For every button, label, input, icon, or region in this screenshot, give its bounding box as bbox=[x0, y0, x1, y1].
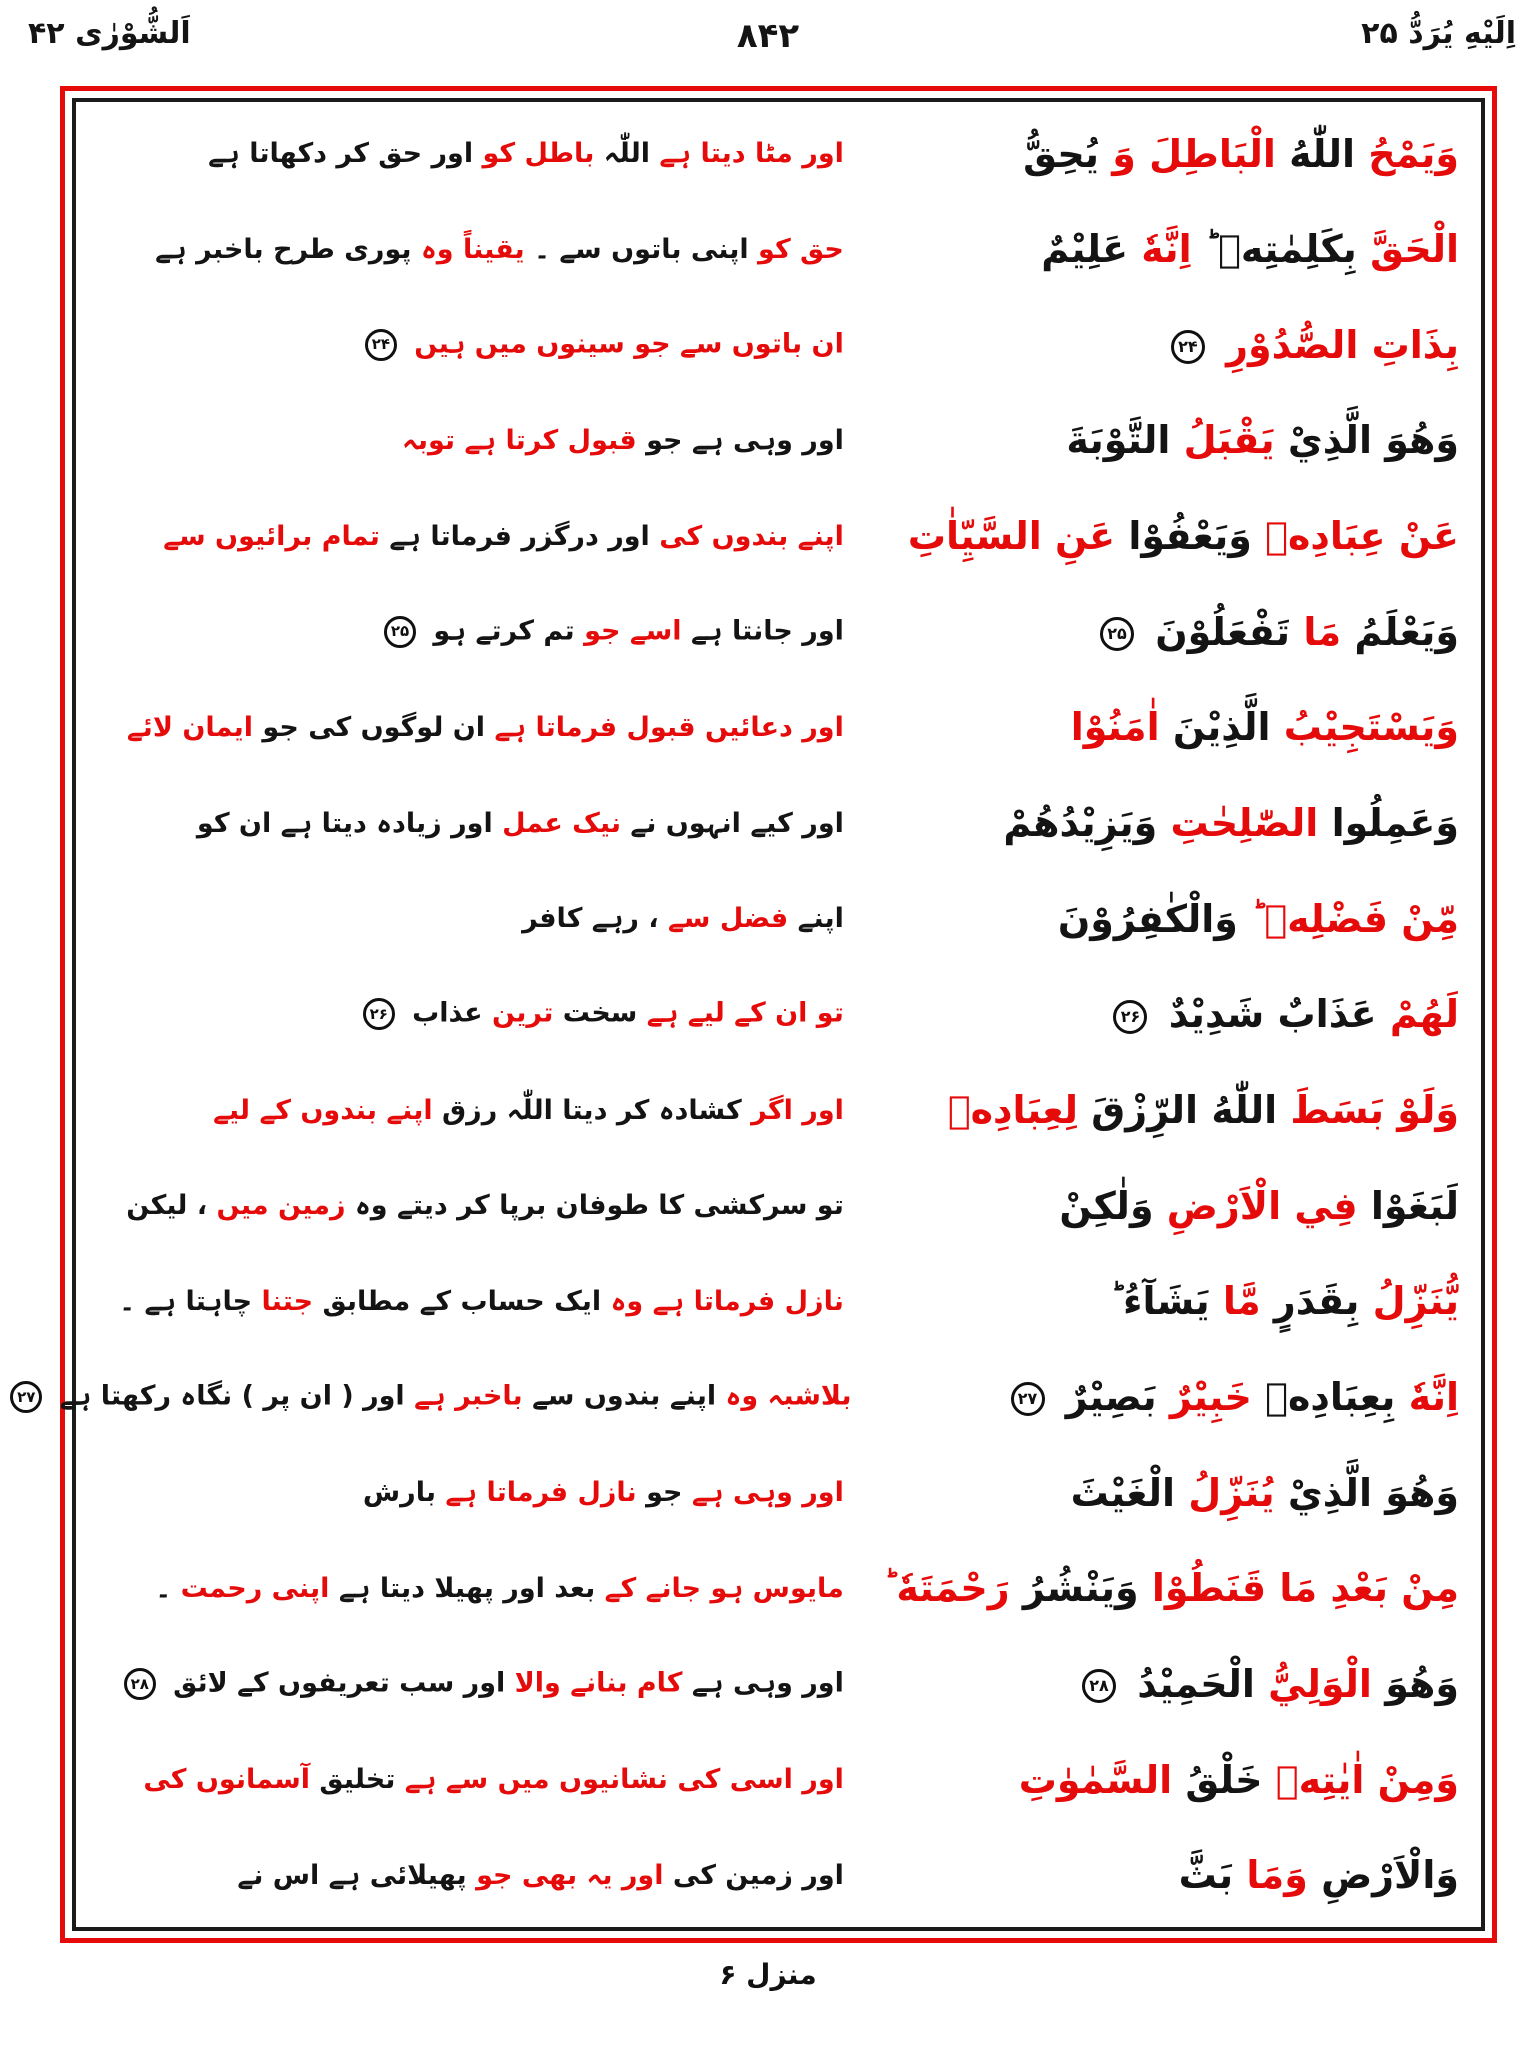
verse-grid bbox=[17, 106, 1467, 1923]
text-segment: وَهُوَ الَّذِيْ bbox=[1287, 418, 1459, 463]
text-segment: اور درگزر فرماتا ہے bbox=[389, 520, 650, 552]
text-segment: نیک عمل bbox=[502, 807, 621, 839]
text-segment: بَصِيْرٌ bbox=[1065, 1374, 1157, 1419]
text-segment: عَذَابٌ شَدِيْدٌ bbox=[1168, 992, 1377, 1037]
text-segment: اللّٰهُ bbox=[1211, 1088, 1278, 1133]
ayah-marker: ۲۶ bbox=[1113, 1000, 1147, 1034]
text-segment: فِي الْاَرْضِ bbox=[1166, 1183, 1358, 1228]
text-segment: کشادہ کر دیتا اللّٰہ رزق bbox=[442, 1094, 742, 1126]
header-surah-name: اَلشُّوْرٰى ۴۲ bbox=[28, 16, 191, 51]
ayah-marker: ۲۴ bbox=[1171, 330, 1205, 364]
text-segment: الرِّزْقَ bbox=[1091, 1088, 1199, 1133]
text-segment: بِكَلِمٰتِهٖ ؕ bbox=[1204, 227, 1357, 272]
text-segment: حق کو bbox=[758, 233, 844, 265]
arabic-line bbox=[844, 1757, 1467, 1802]
ayah-marker: ۲۵ bbox=[384, 616, 416, 648]
text-segment: اور جانتا ہے bbox=[690, 615, 844, 647]
verse-row bbox=[86, 1158, 1467, 1253]
text-segment: وَلٰكِنْ bbox=[1059, 1183, 1154, 1228]
text-segment: رَحْمَتَهٗ ؕ bbox=[883, 1566, 1010, 1611]
text-segment: اپنے بندوں کے لیے bbox=[213, 1094, 433, 1126]
ayah-marker: ۲۸ bbox=[1082, 1669, 1116, 1703]
arabic-line bbox=[844, 514, 1467, 559]
text-segment: وَمِنْ اٰيٰتِهٖ bbox=[1275, 1757, 1459, 1802]
verse-row bbox=[86, 106, 1467, 201]
text-segment: تخلیق bbox=[319, 1764, 396, 1796]
arabic-line bbox=[844, 1566, 1467, 1611]
text-segment: الْغَيْثَ bbox=[1070, 1470, 1176, 1515]
text-segment: بَثَّ bbox=[1178, 1853, 1234, 1898]
text-segment: اپنے bbox=[797, 903, 844, 935]
urdu-translation-line bbox=[86, 1764, 844, 1796]
text-segment: جتنا bbox=[261, 1285, 314, 1317]
text-segment: الْحَقَّ bbox=[1370, 227, 1459, 272]
arabic-line bbox=[844, 1183, 1467, 1228]
text-segment: بِقَدَرٍ bbox=[1273, 1279, 1360, 1324]
text-segment: ان لوگوں کی جو bbox=[262, 711, 486, 743]
text-segment: الْحَمِيْدُ bbox=[1137, 1661, 1255, 1706]
text-segment: ۔ bbox=[155, 1572, 172, 1604]
text-segment: اور زمین کی bbox=[672, 1859, 844, 1891]
text-segment: اور یہ بھی جو bbox=[476, 1859, 664, 1891]
arabic-line bbox=[844, 896, 1467, 941]
text-segment: بِذَاتِ الصُّدُوْرِ bbox=[1226, 322, 1459, 367]
verse-row bbox=[86, 297, 1467, 392]
verse-row bbox=[86, 1445, 1467, 1540]
ayah-marker: ۲۷ bbox=[1011, 1382, 1045, 1416]
text-segment: پوری طرح باخبر ہے bbox=[155, 233, 412, 265]
text-segment: جو bbox=[646, 1477, 683, 1509]
text-segment: ایمان لائے bbox=[126, 711, 253, 743]
text-segment: وَ bbox=[1112, 131, 1136, 176]
text-segment: اسے جو bbox=[584, 615, 682, 647]
arabic-line bbox=[844, 227, 1467, 272]
arabic-line bbox=[852, 1374, 1467, 1419]
text-segment: قبول کرتا ہے توبہ bbox=[402, 424, 637, 456]
text-segment: وَالْاَرْضِ bbox=[1321, 1853, 1459, 1898]
verse-row bbox=[86, 489, 1467, 584]
text-segment: خَلْقُ bbox=[1185, 1757, 1263, 1802]
text-segment: وَيَنْشُرُ bbox=[1022, 1566, 1139, 1611]
text-segment: اور ( ان پر ) نگاہ رکھتا ہے bbox=[59, 1380, 405, 1412]
urdu-translation-line bbox=[86, 424, 844, 456]
urdu-translation-line bbox=[86, 1285, 844, 1317]
verse-row bbox=[86, 680, 1467, 775]
text-segment: ، لیکن bbox=[126, 1190, 208, 1222]
text-segment: ان باتوں سے جو سینوں میں ہیں bbox=[414, 328, 844, 360]
arabic-line bbox=[844, 1088, 1467, 1133]
text-segment: السَّمٰوٰتِ bbox=[1018, 1757, 1173, 1802]
text-segment: عذاب bbox=[412, 997, 483, 1029]
text-segment: بِعِبَادِهٖ bbox=[1265, 1374, 1396, 1419]
ayah-marker: ۲۸ bbox=[124, 1668, 156, 1700]
text-segment: اِنَّهٗ bbox=[1141, 227, 1192, 272]
arabic-line bbox=[844, 992, 1467, 1037]
arabic-line bbox=[844, 705, 1467, 750]
urdu-translation-line bbox=[86, 711, 844, 743]
text-segment: اور مٹا دیتا ہے bbox=[659, 138, 844, 169]
text-segment: اپنے بندوں سے bbox=[532, 1380, 717, 1412]
text-segment: وَمَا bbox=[1246, 1853, 1308, 1898]
arabic-line bbox=[844, 131, 1467, 176]
text-segment: مَّا bbox=[1222, 1279, 1261, 1324]
urdu-translation-line bbox=[86, 807, 844, 839]
text-segment: باخبر ہے bbox=[414, 1380, 523, 1412]
text-segment: الَّذِيْنَ bbox=[1172, 705, 1271, 750]
urdu-translation-line bbox=[86, 903, 844, 935]
urdu-translation-line bbox=[86, 616, 844, 648]
text-segment: تو سرکشی کا طوفان برپا کر دیتے وہ bbox=[354, 1190, 844, 1222]
page-frame-red bbox=[17, 86, 1497, 1943]
text-segment: وَلَوْ بَسَطَ bbox=[1290, 1088, 1459, 1133]
text-segment: سخت bbox=[562, 997, 638, 1029]
text-segment: مِنْ بَعْدِ مَا قَنَطُوْا bbox=[1151, 1566, 1459, 1611]
verse-row bbox=[86, 584, 1467, 679]
text-segment: اور وہی ہے bbox=[691, 1477, 844, 1509]
text-segment: مَا bbox=[1303, 609, 1342, 654]
text-segment: نازل فرماتا ہے bbox=[445, 1477, 637, 1509]
arabic-line bbox=[844, 1661, 1467, 1706]
text-segment: ، رہے کافر bbox=[522, 903, 659, 935]
urdu-translation-line bbox=[86, 1572, 844, 1604]
text-segment: لَبَغَوْا bbox=[1370, 1183, 1459, 1228]
text-segment: پھیلائی ہے اس نے bbox=[237, 1859, 467, 1891]
urdu-translation-line bbox=[86, 998, 844, 1030]
text-segment: خَبِيْرٌ bbox=[1169, 1374, 1252, 1419]
manzil-label: منزل ۶ bbox=[719, 1958, 817, 1991]
urdu-translation-line bbox=[86, 1477, 844, 1509]
text-segment: يُّنَزِّلُ bbox=[1372, 1279, 1459, 1324]
text-segment: کام بنانے والا bbox=[514, 1667, 683, 1699]
arabic-line bbox=[844, 609, 1467, 654]
text-segment: عَنْ عِبَادِهٖ bbox=[1265, 514, 1459, 559]
text-segment: اپنی باتوں سے ۔ bbox=[534, 233, 749, 265]
text-segment: يُنَزِّلُ bbox=[1188, 1470, 1275, 1515]
text-segment: التَّوْبَةَ bbox=[1066, 418, 1171, 463]
text-segment: اپنی رحمت bbox=[180, 1572, 330, 1604]
text-segment: اِنَّهٗ bbox=[1408, 1374, 1459, 1419]
text-segment: اور دعائیں قبول فرماتا ہے bbox=[494, 711, 844, 743]
text-segment: اللّٰهُ bbox=[1289, 131, 1355, 176]
text-segment: عَلِيْمٌ bbox=[1041, 227, 1129, 272]
text-segment: لِعِبَادِهٖ bbox=[947, 1088, 1079, 1133]
text-segment: تم کرتے ہو bbox=[433, 615, 575, 647]
header-juz-marker: اِلَيْهِ يُرَدُّ ۲۵ bbox=[1361, 16, 1516, 51]
text-segment: باطل کو bbox=[482, 138, 595, 169]
text-segment: وَعَمِلُوا bbox=[1331, 801, 1459, 846]
page-frame-black bbox=[17, 98, 1485, 1931]
text-segment: الْوَلِيُّ bbox=[1268, 1661, 1372, 1706]
verse-row bbox=[86, 1732, 1467, 1827]
verse-row bbox=[86, 1063, 1467, 1158]
text-segment: يَقْبَلُ bbox=[1183, 418, 1275, 463]
arabic-line bbox=[844, 1279, 1467, 1324]
arabic-line bbox=[844, 801, 1467, 846]
text-segment: نازل فرماتا ہے وہ bbox=[610, 1285, 844, 1317]
text-segment: اور حق کر دکھاتا ہے bbox=[208, 138, 474, 169]
text-segment: وَالْكٰفِرُوْنَ bbox=[1057, 896, 1238, 941]
text-segment: اور اسی کی نشانیوں میں سے ہے bbox=[404, 1764, 844, 1796]
header-page-number: ۸۴۲ bbox=[736, 16, 800, 56]
ayah-marker: ۲۵ bbox=[1100, 617, 1134, 651]
text-segment: اپنے بندوں کی bbox=[659, 520, 844, 552]
text-segment: الْبَاطِلَ bbox=[1149, 131, 1276, 176]
urdu-translation-line bbox=[86, 140, 844, 167]
arabic-line bbox=[844, 1853, 1467, 1898]
ayah-marker: ۲۶ bbox=[363, 998, 395, 1030]
verse-row bbox=[86, 776, 1467, 871]
urdu-translation-line bbox=[86, 329, 844, 361]
urdu-translation-line bbox=[86, 1190, 844, 1222]
verse-row bbox=[17, 1350, 1467, 1445]
text-segment: وَيَزِيْدُهُمْ bbox=[1003, 801, 1158, 846]
ayah-marker: ۲۴ bbox=[365, 329, 397, 361]
verse-row bbox=[86, 1637, 1467, 1732]
text-segment: مایوس ہو جانے کے bbox=[604, 1572, 844, 1604]
urdu-translation-line bbox=[86, 1668, 844, 1700]
arabic-line bbox=[844, 322, 1467, 367]
text-segment: الصّٰلِحٰتِ bbox=[1170, 801, 1319, 846]
urdu-translation-line bbox=[86, 1859, 844, 1891]
text-segment: وَيَعْفُوْا bbox=[1128, 514, 1252, 559]
text-segment: وَهُوَ bbox=[1385, 1661, 1459, 1706]
urdu-translation-line bbox=[86, 233, 844, 265]
text-segment: مِّنْ فَضْلِهٖ ؕ bbox=[1251, 896, 1459, 941]
verse-row bbox=[86, 393, 1467, 488]
text-segment: اور زیادہ دیتا ہے ان کو bbox=[196, 807, 493, 839]
verse-row bbox=[86, 967, 1467, 1062]
text-segment: بلاشبہ وہ bbox=[725, 1380, 852, 1412]
urdu-translation-line bbox=[17, 1380, 852, 1413]
verse-row bbox=[86, 1254, 1467, 1349]
text-segment: اور کیے انہوں نے bbox=[630, 807, 844, 839]
text-segment: یقیناً وہ bbox=[420, 233, 525, 265]
text-segment: بارش bbox=[362, 1477, 436, 1509]
text-segment: يَشَآءُ ؕ bbox=[1109, 1279, 1210, 1324]
text-segment: آسمانوں کی bbox=[143, 1764, 310, 1796]
text-segment: اور وہی ہے جو bbox=[646, 424, 844, 456]
verse-row bbox=[86, 871, 1467, 966]
text-segment: اور سب تعریفوں کے لائق bbox=[173, 1667, 506, 1699]
text-segment: اور اگر bbox=[751, 1094, 844, 1126]
text-segment: فضل سے bbox=[668, 903, 789, 935]
text-segment: اٰمَنُوْا bbox=[1070, 705, 1160, 750]
text-segment: وَيَمْحُ bbox=[1368, 131, 1459, 176]
text-segment: وَهُوَ الَّذِيْ bbox=[1287, 1470, 1459, 1515]
text-segment: تَفْعَلُوْنَ bbox=[1155, 609, 1291, 654]
text-segment: وَيَعْلَمُ bbox=[1354, 609, 1459, 654]
text-segment: تو ان کے لیے ہے bbox=[646, 997, 844, 1029]
text-segment: وَيَسْتَجِيْبُ bbox=[1283, 705, 1459, 750]
text-segment: لَهُمْ bbox=[1389, 992, 1459, 1037]
text-segment: يُحِقُّ bbox=[1023, 131, 1100, 176]
text-segment: بعد اور پھیلا دیتا ہے bbox=[338, 1572, 596, 1604]
text-segment: اور وہی ہے bbox=[691, 1667, 844, 1699]
verse-row bbox=[86, 1541, 1467, 1636]
text-segment: ترین bbox=[491, 997, 554, 1029]
text-segment: تمام برائیوں سے bbox=[163, 520, 380, 552]
ayah-marker: ۲۷ bbox=[10, 1381, 42, 1413]
text-segment: چاہتا ہے ۔ bbox=[119, 1285, 253, 1317]
verse-row bbox=[86, 1828, 1467, 1923]
arabic-line bbox=[844, 1470, 1467, 1515]
text-segment: ایک حساب کے مطابق bbox=[322, 1285, 602, 1317]
arabic-line bbox=[844, 418, 1467, 463]
text-segment: عَنِ السَّيِّاٰتِ bbox=[907, 514, 1116, 559]
text-segment: زمین میں bbox=[216, 1190, 346, 1222]
urdu-translation-line bbox=[86, 520, 844, 552]
urdu-translation-line bbox=[86, 1094, 844, 1126]
verse-row bbox=[86, 202, 1467, 297]
text-segment: اللّٰہ bbox=[603, 138, 650, 169]
